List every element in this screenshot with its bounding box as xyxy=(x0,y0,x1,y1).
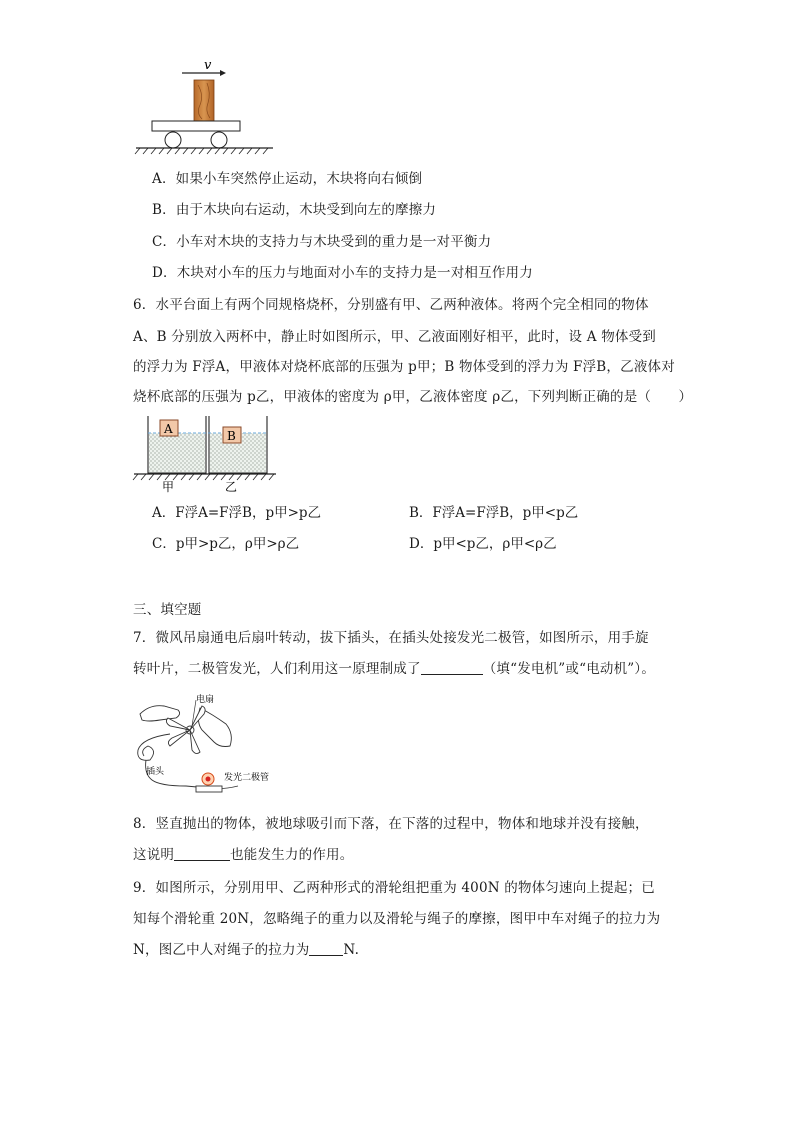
power-cord xyxy=(138,734,170,760)
q9-answer-blank[interactable] xyxy=(309,941,343,956)
q6-stem-line-3: 的浮力为 F浮A，甲液体对烧杯底部的压强为 p甲；B 物体受到的浮力为 F浮B，乙液体对 xyxy=(133,359,675,375)
led-core xyxy=(206,777,211,782)
led-base xyxy=(196,786,222,792)
block-a-label: A xyxy=(164,422,173,436)
q7-stem-line-1: 7．微风吊扇通电后扇叶转动，拔下插头，在插头处接发光二极管，如图所示，用手旋 xyxy=(133,630,649,646)
q6-option-b: B．F浮A=F浮B，p甲<p乙 xyxy=(409,505,579,521)
plug-label: 插头 xyxy=(146,767,165,777)
q5-option-a: A．如果小车突然停止运动，木块将向右倾倒 xyxy=(152,171,423,187)
q8-answer-blank[interactable] xyxy=(174,846,230,861)
q7-text-before-blank: 转叶片，二极管发光，人们利用这一原理制成了 xyxy=(133,661,421,677)
q8-text-before-blank: 这说明 xyxy=(133,847,175,863)
beaker-yi-label: 乙 xyxy=(225,480,238,494)
q5-option-c: C．小车对木块的支持力与木块受到的重力是一对平衡力 xyxy=(152,234,492,250)
beaker-jia-label: 甲 xyxy=(162,480,175,494)
cart-wheel-right xyxy=(211,132,227,148)
q8-stem-line-2 xyxy=(133,846,353,864)
velocity-label: v xyxy=(204,58,212,73)
cart-wheel-left xyxy=(165,132,181,148)
fan-label: 电扇 xyxy=(196,695,215,705)
q6-option-a: A．F浮A=F浮B，p甲>p乙 xyxy=(152,505,322,521)
wooden-block xyxy=(194,80,214,121)
left-hand xyxy=(140,706,180,721)
q8-stem-line-1: 8．竖直抛出的物体，被地球吸引而下落，在下落的过程中，物体和地球并没有接触， xyxy=(133,816,649,832)
cart-body xyxy=(152,121,240,131)
fan-led-figure xyxy=(130,690,290,800)
q6-stem-line-1: 6．水平台面上有两个同规格烧杯，分别盛有甲、乙两种液体。将两个完全相同的物体 xyxy=(133,297,649,313)
q9-stem-line-1: 9．如图所示，分别用甲、乙两种形式的滑轮组把重为 400N 的物体匀速向上提起；已 xyxy=(133,880,655,896)
section-title: 三、填空题 xyxy=(133,602,202,618)
q9-stem-line-3 xyxy=(133,941,359,959)
q9-text-after-blank: N. xyxy=(343,942,360,958)
q6-stem-line-2: A、B 分别放入两杯中，静止时如图所示，甲、乙液面刚好相平，此时，设 A 物体受到 xyxy=(133,329,656,345)
q8-text-after-blank: 也能发生力的作用。 xyxy=(230,847,354,863)
q5-option-d: D．木块对小车的压力与地面对小车的支持力是一对相互作用力 xyxy=(152,265,533,281)
cart-figure xyxy=(130,55,280,160)
led-label: 发光二极管 xyxy=(224,773,270,783)
beakers-figure xyxy=(130,412,280,494)
liquid-jia xyxy=(149,433,205,473)
q6-option-d: D．p甲<p乙，ρ甲<ρ乙 xyxy=(409,536,557,552)
block-b-label: B xyxy=(227,429,236,443)
q6-option-c: C．p甲>p乙，ρ甲>ρ乙 xyxy=(152,536,300,552)
q6-stem-line-4: 烧杯底部的压强为 p乙，甲液体的密度为 ρ甲，乙液体密度 ρ乙，下列判断正确的是（ ） xyxy=(133,389,693,405)
q9-text-before-blank: N，图乙中人对绳子的拉力为 xyxy=(133,942,310,958)
q9-stem-line-2: 知每个滑轮重 20N，忽略绳子的重力以及滑轮与绳子的摩擦，图甲中车对绳子的拉力为 xyxy=(133,911,661,927)
q7-stem-line-2 xyxy=(133,660,655,678)
q5-option-b: B．由于木块向右运动，木块受到向左的摩擦力 xyxy=(152,202,437,218)
q7-answer-blank[interactable] xyxy=(421,660,483,675)
q7-text-after-blank: （填“发电机”或“电动机”）。 xyxy=(482,661,656,677)
velocity-arrowhead xyxy=(220,70,226,76)
